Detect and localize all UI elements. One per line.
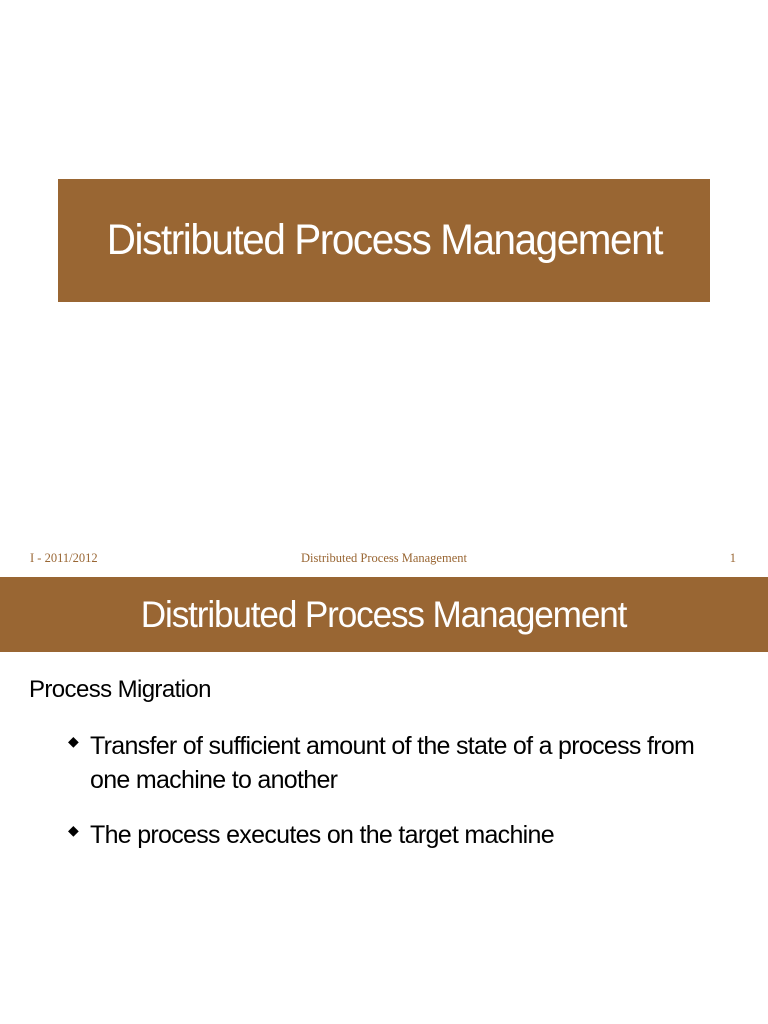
slide-footer — [0, 551, 768, 569]
slide2-title: Distributed Process Management — [141, 593, 627, 635]
slide2-header — [0, 577, 768, 652]
diamond-bullet-icon: ◆ — [68, 822, 79, 838]
bullet-text: The process executes on the target machine — [90, 821, 554, 849]
bullet-text: Transfer of sufficient amount of the state of a process from one machine to another — [90, 732, 695, 794]
bullet-item — [68, 818, 738, 852]
slide1-title-box — [58, 179, 710, 302]
diamond-bullet-icon: ◆ — [68, 733, 79, 749]
bullet-item — [68, 729, 738, 797]
slide1-title: Distributed Process Management — [106, 216, 662, 264]
footer-page-number: 1 — [729, 551, 736, 565]
section-heading: Process Migration — [29, 676, 211, 703]
footer-title: Distributed Process Management — [301, 551, 467, 565]
footer-date: I - 2011/2012 — [30, 551, 98, 565]
